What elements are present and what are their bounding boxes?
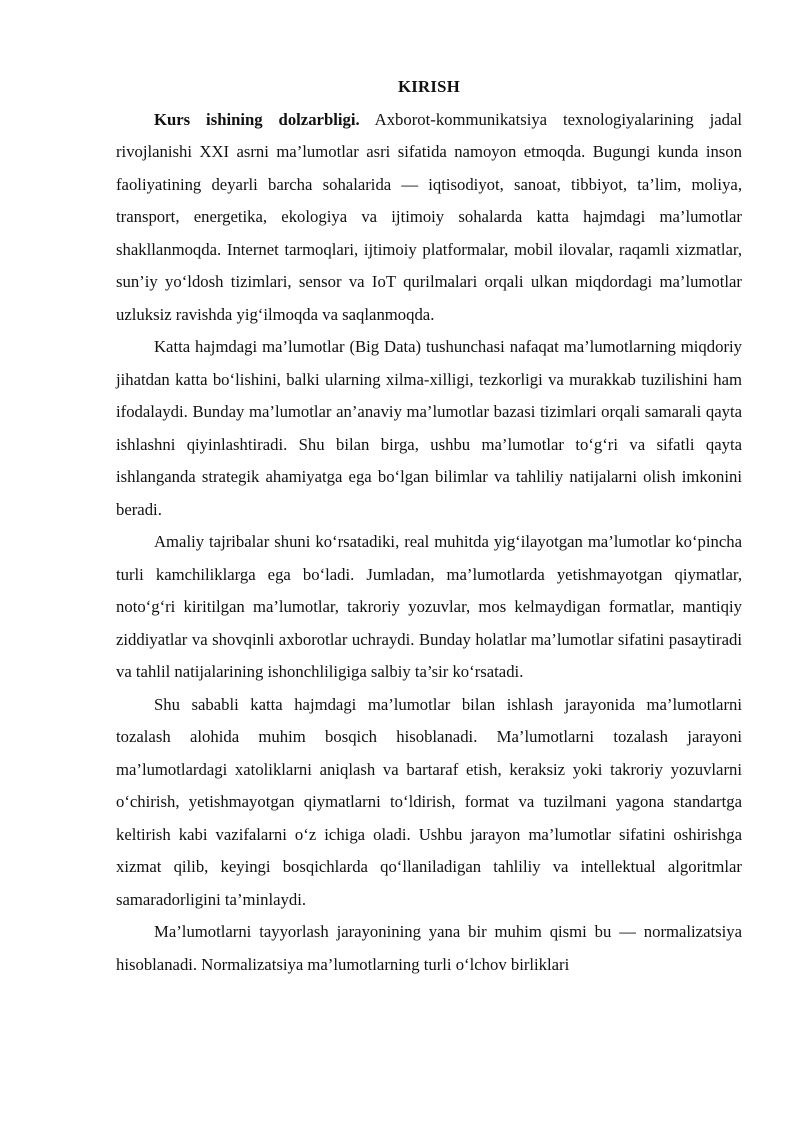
paragraph-text: Axborot-kommunikatsiya texnologiyalarining jadal rivojlanishi XXI asrni ma’lumotlar asri sifatida namoyon etmoqda. Bugungi kunda inson faoliyatining deyarli barcha sohalarida — iqtisodiyot, sanoat, tibbiyot, ta’lim, moliya, transport, energetika, ekologiya va ijtimoiy sohalarda katta hajmdagi ma’lumotlar shakllanmoqda. Internet tarmoqlari, ijtimoiy platformalar, mobil ilovalar, raqamli xizmatlar, sun’iy yo‘ldosh tizimlari, sensor va IoT qurilmalari orqali ulkan miqdordagi ma’lumotlar uzluksiz ravishda yig‘ilmoqda va saqlanmoqda.: [116, 109, 743, 324]
paragraph-big-data: Katta hajmdagi ma’lumotlar (Big Data) tushunchasi nafaqat ma’lumotlarning miqdoriy jihatdan katta bo‘lishini, balki ularning xilma-xilligi, tezkorligi va murakkab tuzilishini ham ifodalaydi. Bunday ma’lumotlar an’anaviy ma’lumotlar bazasi tizimlari orqali samarali qayta ishlashni qiyinlashtiradi. Shu bilan birga, ushbu ma’lumotlar to‘g‘ri va sifatli qayta ishlanganda strategik ahamiyatga ega bo‘lgan bilimlar va tahliliy natijalarni olish imkonini beradi.: [116, 337, 742, 519]
paragraph-relevance: [116, 104, 742, 332]
page-title: KIRISH: [397, 77, 461, 96]
paragraph-data-issues: Amaliy tajribalar shuni ko‘rsatadiki, real muhitda yig‘ilayotgan ma’lumotlar ko‘pincha turli kamchiliklarga ega bo‘ladi. Jumladan, ma’lumotlarda yetishmayotgan qiymatlar, noto‘g‘ri kiritilgan ma’lumotlar, takroriy yozuvlar, mos kelmaydigan formatlar, mantiqiy ziddiyatlar va shovqinli axborotlar uchraydi. Bunday holatlar ma’lumotlar sifatini pasaytiradi va tahlil natijalarining ishonchliligiga salbiy ta’sir ko‘rsatadi.: [116, 532, 742, 681]
paragraph-normalization: Ma’lumotlarni tayyorlash jarayonining yana bir muhim qismi bu — normalizatsiya hisoblanadi. Normalizatsiya ma’lumotlarning turli o‘lchov birliklari: [116, 922, 742, 974]
paragraph-data-cleaning: Shu sababli katta hajmdagi ma’lumotlar bilan ishlash jarayonida ma’lumotlarni tozalash alohida muhim bosqich hisoblanadi. Ma’lumotlarni tozalash jarayoni ma’lumotlardagi xatoliklarni aniqlash va bartaraf etish, keraksiz yoki takroriy yozuvlarni o‘chirish, yetishmayotgan qiymatlarni to‘ldirish, format va tuzilmani yagona standartga keltirish kabi vazifalarni o‘z ichiga oladi. Ushbu jarayon ma’lumotlar sifatini oshirishga xizmat qilib, keyingi bosqichlarda qo‘llaniladigan tahliliy va intellektual algoritmlar samaradorligini ta’minlaydi.: [116, 694, 742, 909]
paragraph-lead-heading: Kurs ishining dolzarbligi.: [154, 109, 360, 129]
